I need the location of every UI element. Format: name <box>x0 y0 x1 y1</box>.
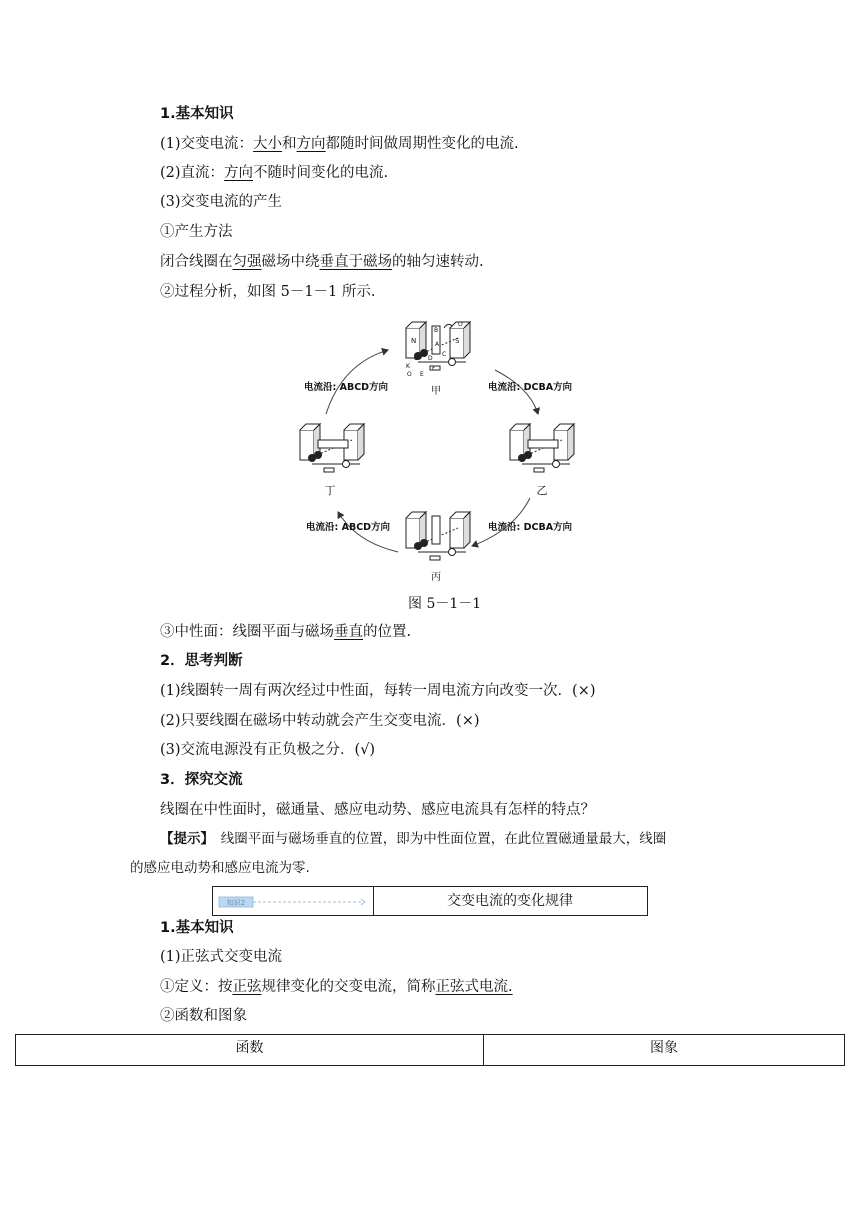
current-label-top-right: 电流沿: DCBA方向 <box>488 382 573 393</box>
label-e: E <box>420 371 424 378</box>
definition-dc: (2)直流：方向不随时间变化的电流. <box>160 165 389 181</box>
label-d: D <box>428 355 433 362</box>
state-label-right: 乙 <box>536 484 548 497</box>
function-graph-table <box>15 1034 845 1066</box>
label-o-prime: O′ <box>458 321 465 328</box>
subheading-method: ①产生方法 <box>160 224 233 240</box>
neutral-plane-text: ③中性面：线圈平面与磁场垂直的位置. <box>160 624 412 640</box>
definition-ac: (1)交变电流：大小和方向都随时间做周期性变化的电流. <box>160 136 519 152</box>
subheading-function-graph: ②函数和图象 <box>160 1008 247 1024</box>
generator-rotation-figure <box>290 316 590 588</box>
section-title-box <box>212 886 648 916</box>
generator-state-bottom <box>406 512 470 560</box>
section-tag-text: 知识2 <box>226 899 246 907</box>
current-label-bottom-right: 电流沿: DCBA方向 <box>488 522 573 533</box>
label-a: A <box>435 341 440 348</box>
figure-caption: 图 5－1－1 <box>408 596 482 612</box>
section-heading-explore: 3．探究交流 <box>160 772 243 788</box>
subheading-generation: (3)交变电流的产生 <box>160 194 283 210</box>
table-header-graph: 图象 <box>650 1040 678 1056</box>
judge-item-3: (3)交流电源没有正负极之分．(√) <box>160 742 376 758</box>
method-text: 闭合线圈在匀强磁场中绕垂直于磁场的轴匀速转动. <box>160 254 484 270</box>
current-label-bottom-left: 电流沿: ABCD方向 <box>306 522 391 533</box>
state-label-top: 甲 <box>431 386 441 397</box>
sine-definition: ①定义：按正弦规律变化的交变电流，简称正弦式电流. <box>160 979 513 995</box>
label-n: N <box>411 337 417 345</box>
process-analysis-text: ②过程分析，如图 5－1－1 所示. <box>160 284 376 300</box>
hint-line-2: 的感应电动势和感应电流为零. <box>130 860 310 876</box>
section-tag-cell <box>213 887 374 915</box>
label-b: B <box>434 327 439 334</box>
section-heading-basic-2: 1.基本知识 <box>160 920 234 936</box>
section-title: 交变电流的变化规律 <box>447 893 573 909</box>
generator-state-right <box>510 424 574 472</box>
label-l: L <box>414 355 418 362</box>
section-heading-basic: 1.基本知识 <box>160 106 234 122</box>
table-header-function: 函数 <box>16 1035 484 1065</box>
section-heading-judge: 2．思考判断 <box>160 653 243 669</box>
label-s: S <box>455 337 460 345</box>
state-label-left: 丁 <box>324 484 336 497</box>
current-label-top-left: 电流沿: ABCD方向 <box>304 382 389 393</box>
label-c: C <box>442 351 447 358</box>
section-tag-graphic <box>217 888 367 914</box>
hint-label: 【提示】 <box>160 831 208 847</box>
hint-line-1: 【提示】 线圈平面与磁场垂直的位置，即为中性面位置，在此位置磁通量最大，线圈 <box>160 831 667 847</box>
subheading-sine-current: (1)正弦式交变电流 <box>160 949 283 965</box>
generator-state-left <box>300 424 364 472</box>
judge-item-2: (2)只要线圈在磁场中转动就会产生交变电流．(×) <box>160 713 480 729</box>
label-k: K <box>406 363 410 370</box>
explore-question: 线圈在中性面时，磁通量、感应电动势、感应电流具有怎样的特点？ <box>160 802 595 818</box>
state-label-bottom: 丙 <box>431 572 441 583</box>
judge-item-1: (1)线圈转一周有两次经过中性面，每转一周电流方向改变一次．(×) <box>160 683 596 699</box>
label-f: F <box>432 365 436 372</box>
label-o: O <box>407 371 412 378</box>
